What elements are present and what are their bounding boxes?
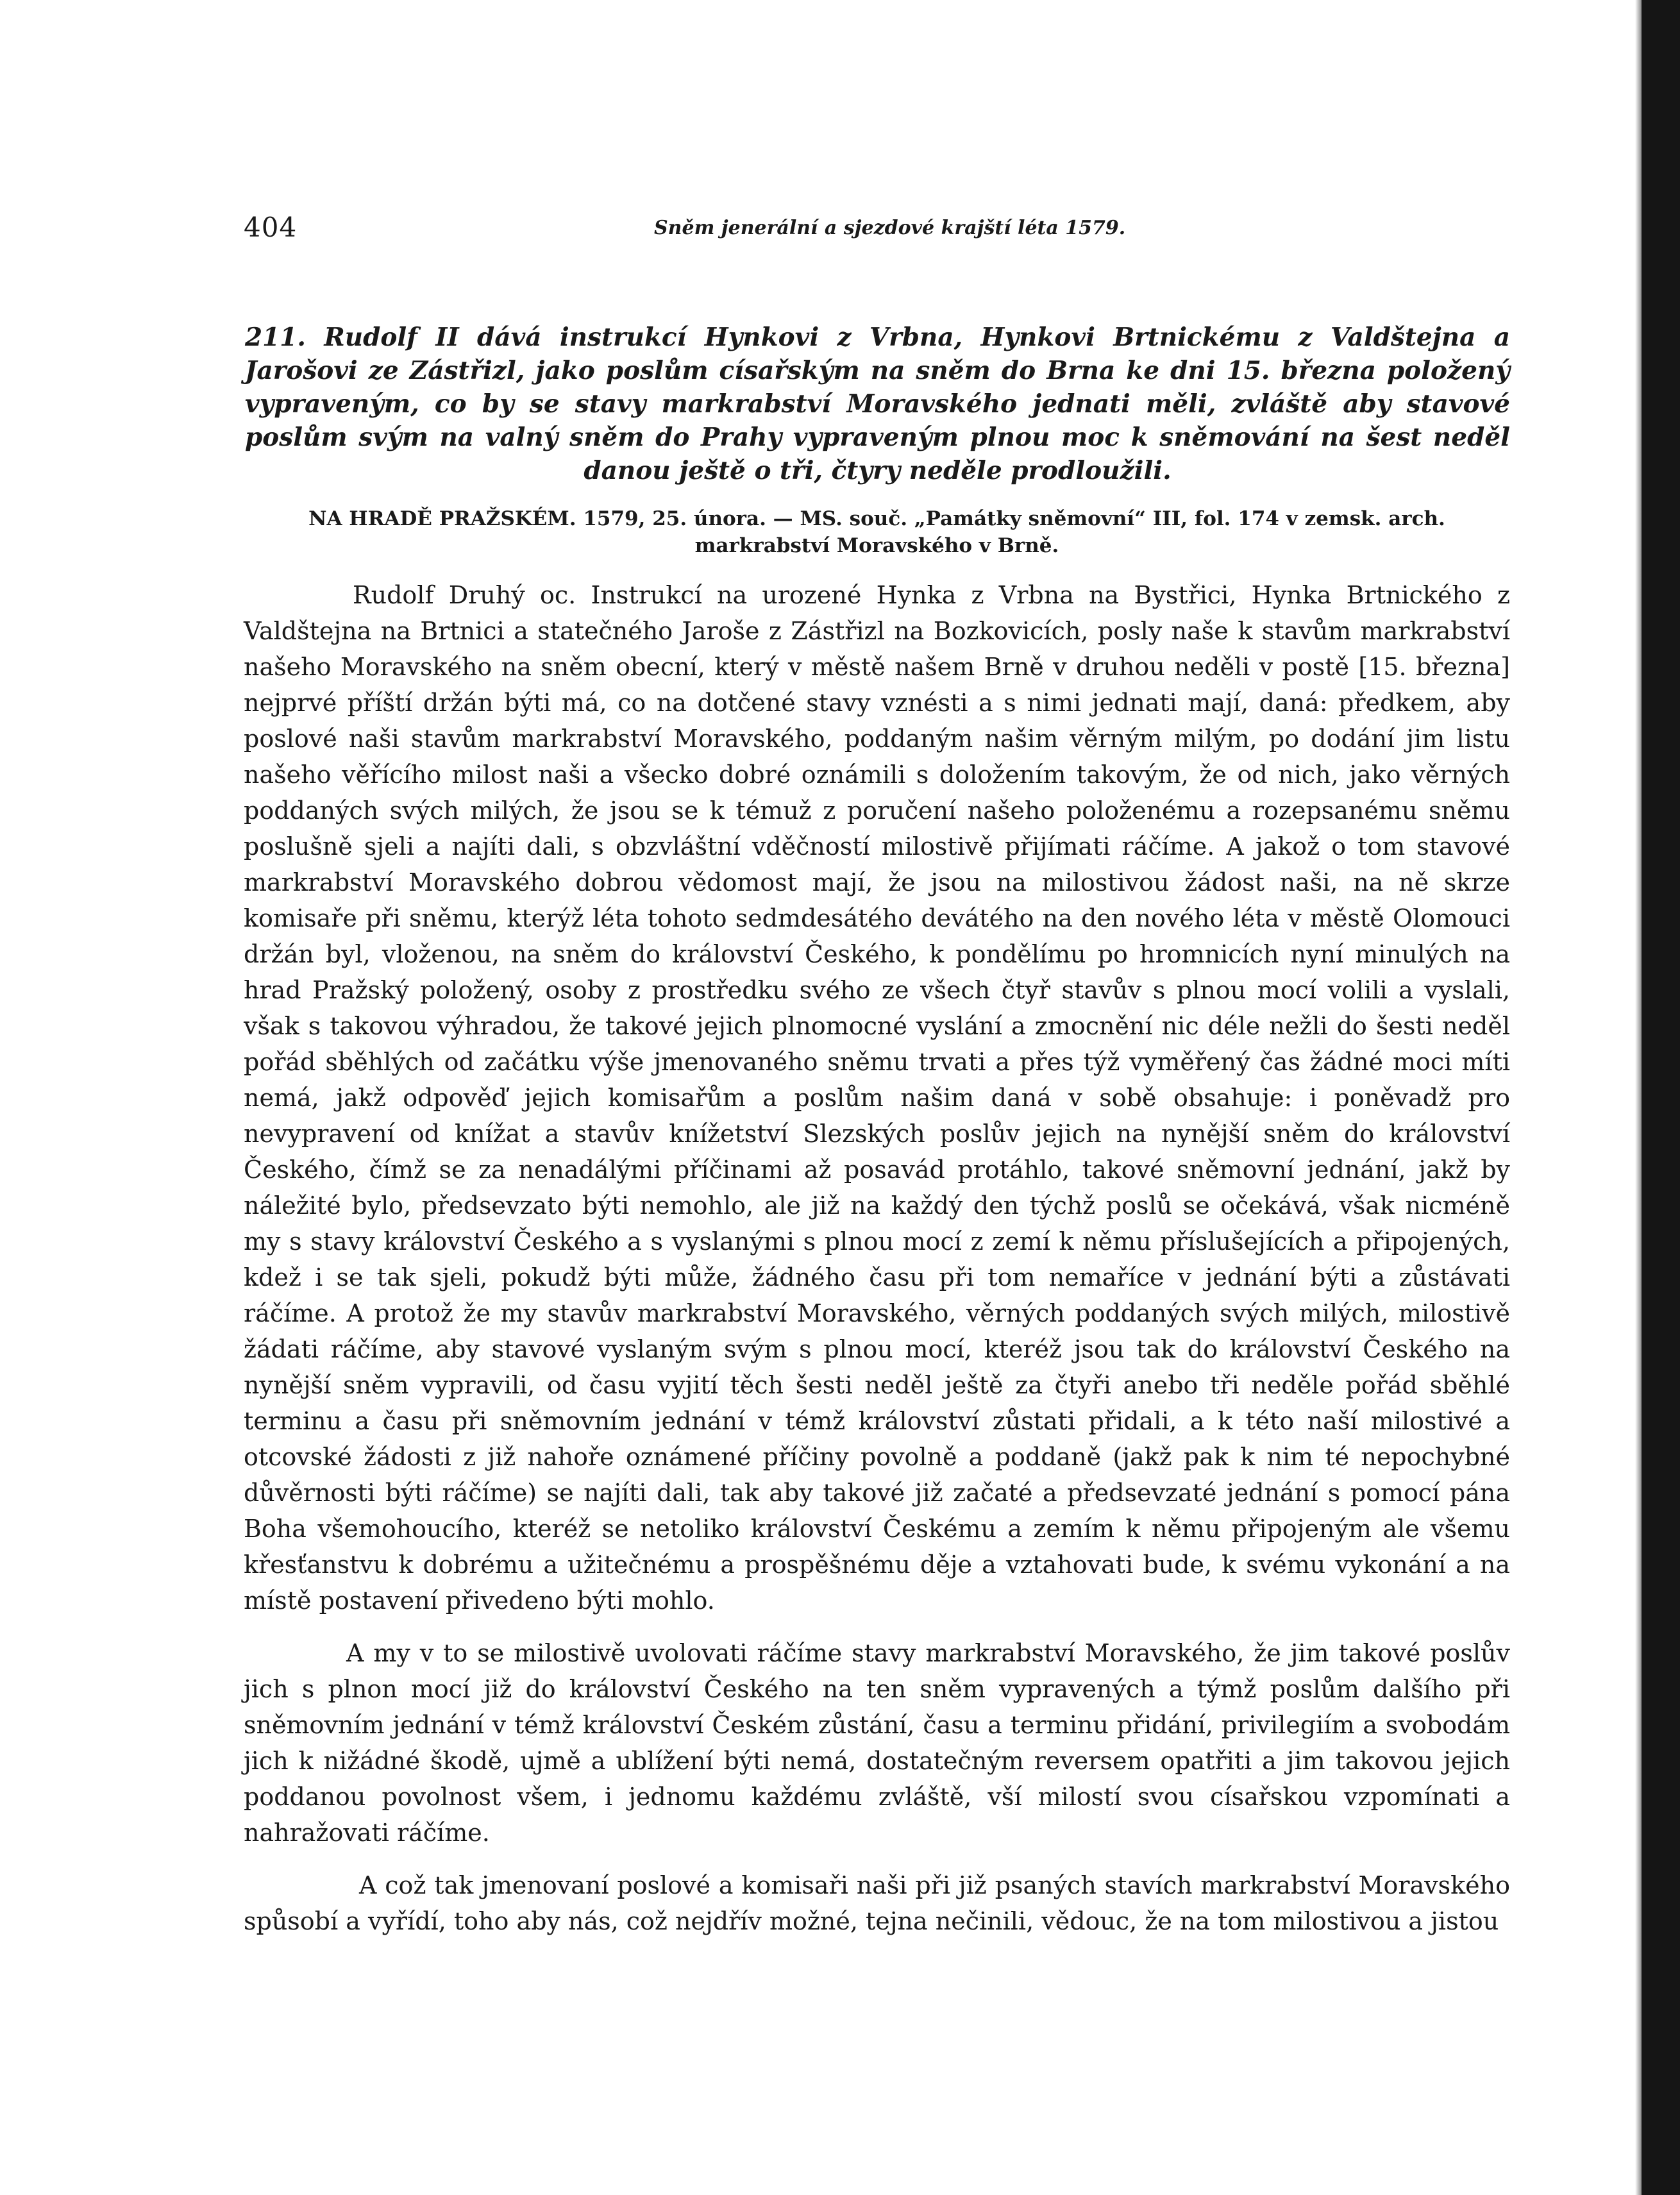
body-paragraph-3: A což tak jmenovaní poslové a komisaři naši při již psaných stavích markrabství Moravského spůsobí a vyřídí, toho aby nás, což nejdřív možné, tejna nečinili, vědouc, že na tom milostivou a jistou <box>244 1871 1510 1935</box>
body-paragraph-2: A my v to se milostivě uvolovati ráčíme stavy markrabství Moravského, že jim takové poslův jich s plnon mocí již do království Českého na ten sněm vypravených a týmž poslům dalšího při sněmovním jednání v témž království Českém zůstání, času a terminu přidání, privilegiím a svobodám jich k nižádné škodě, ujmě a ublížení býti nemá, dostatečným reversem opatřiti a jim takovou jejich poddanou povolnost všem, i jednomu každému zvláště, vší milostí svou císařskou vzpomínati a nahražovati ráčíme. <box>244 1639 1510 1847</box>
entry-summary-text: Rudolf II dává instrukcí Hynkovi z Vrbna, Hynkovi Brtnickému z Valdštejna a Jarošovi ze Zástřizl, jako poslům císařským na sněm do Brna ke dni 15. března položený vypraveným, co by se stavy markrabství Moravského jednati měli, zvláště aby stavové poslům svým na valný sněm do Prahy vypraveným plnou moc k sněmování na šest neděl danou ještě o tři, čtyry neděle prodloužili. <box>245 323 1510 485</box>
page-number: 404 <box>244 212 298 243</box>
body-paragraph-1: Rudolf Druhý oc. Instrukcí na urozené Hynka z Vrbna na Bystřici, Hynka Brtnického z Valdštejna na Brtnici a statečného Jaroše z Zástřizl na Bozkovicích, posly naše k stavům markrabství našeho Moravského na sněm obecní, který v městě našem Brně v druhou neděli v postě [15. března] nejprvé příští držán býti má, co na dotčené stavy vznésti a s nimi jednati mají, daná: předkem, aby poslové naši stavům markrabství Moravského, poddaným našim věrným milým, po dodání jim listu našeho věřícího milost naši a všecko dobré oznámili s doložením takovým, že od nich, jako věrných poddaných svých milých, že jsou se k témuž z poručení našeho položenému a rozepsanému sněmu poslušně sjeli a najíti dali, s obzvláštní vděčností milostivě přijímati ráčíme. A jakož o tom stavové markrabství Moravského dobrou vědomost mají, že jsou na milostivou žádost naši, na ně skrze komisaře při sněmu, kterýž léta tohoto sedmdesátého devátého na den nového léta v městě Olomouci držán byl, vloženou, na sněm do království Českého, k pondělímu po hromnicích nyní minulých na hrad Pražský položený, osoby z prostředku svého ze všech čtyř stavův s plnou mocí volili a vyslali, však s takovou výhradou, že takové jejich plnomocné vyslání a zmocnění nic déle nežli do šesti neděl pořád sběhlých od začátku výše jmenovaného sněmu trvati a přes týž vyměřený čas žádné moci míti nemá, jakž odpověď jejich komisařům a poslům našim daná v sobě obsahuje: i poněvadž pro nevypravení od knížat a stavův knížetství Slezských poslův jejich na nynější sněm do království Českého, čímž se za nenadálými příčinami až posavád protáhlo, takové sněmovní jednání, jakž by náležité bylo, předsevzato býti nemohlo, ale již na každý den týchž poslů se očekává, však nicméně my s stavy království Českého a s vyslanými s plnou mocí z zemí k němu příslušejících a připojených, kdež i se tak sjeli, pokudž býti může, žádného času při tom nemaříce v jednání býti a zůstávati ráčíme. A protož že my stavův markrabství Moravského, věrných poddaných svých milých, milostivě žádati ráčíme, aby stavové vyslaným svým s plnou mocí, kteréž jsou tak do království Českého na nynější sněm vypravili, od času vyjití těch šesti neděl ještě za čtyři anebo tři neděle pořád sběhlé terminu a času při sněmovním jednání v témž království zůstati přidali, a k této naší milostivé a otcovské žádosti z již nahoře oznámené příčiny povolně a poddaně (jakž pak k nim té nepochybné důvěrnosti býti ráčíme) se najíti dali, tak aby takové již začaté a předsevzaté jednání s pomocí pána Boha všemohoucího, kteréž se netoliko království Českému a zemím k němu připojeným ale všemu křesťanstvu k dobrému a užitečnému a prospěšnému děje a vztahovati bude, k svému vykonání a na místě postavení přivedeno býti mohlo. <box>244 581 1510 1615</box>
page-edge-shadow <box>1635 0 1642 2195</box>
document-page <box>244 212 1510 1939</box>
source-citation: NA HRADĚ PRAŽSKÉM. 1579, 25. února. — MS. souč. „Památky sněmovní“ III, fol. 174 v zemsk. arch. markrabství Moravského v Brně. <box>308 507 1445 557</box>
running-head <box>244 212 1510 263</box>
scan-border <box>1642 0 1680 2195</box>
entry-number: 211. <box>245 323 306 352</box>
running-title: Sněm jenerální a sjezdové krajští léta 1579. <box>654 217 1126 239</box>
entry-summary-block <box>244 321 1510 487</box>
